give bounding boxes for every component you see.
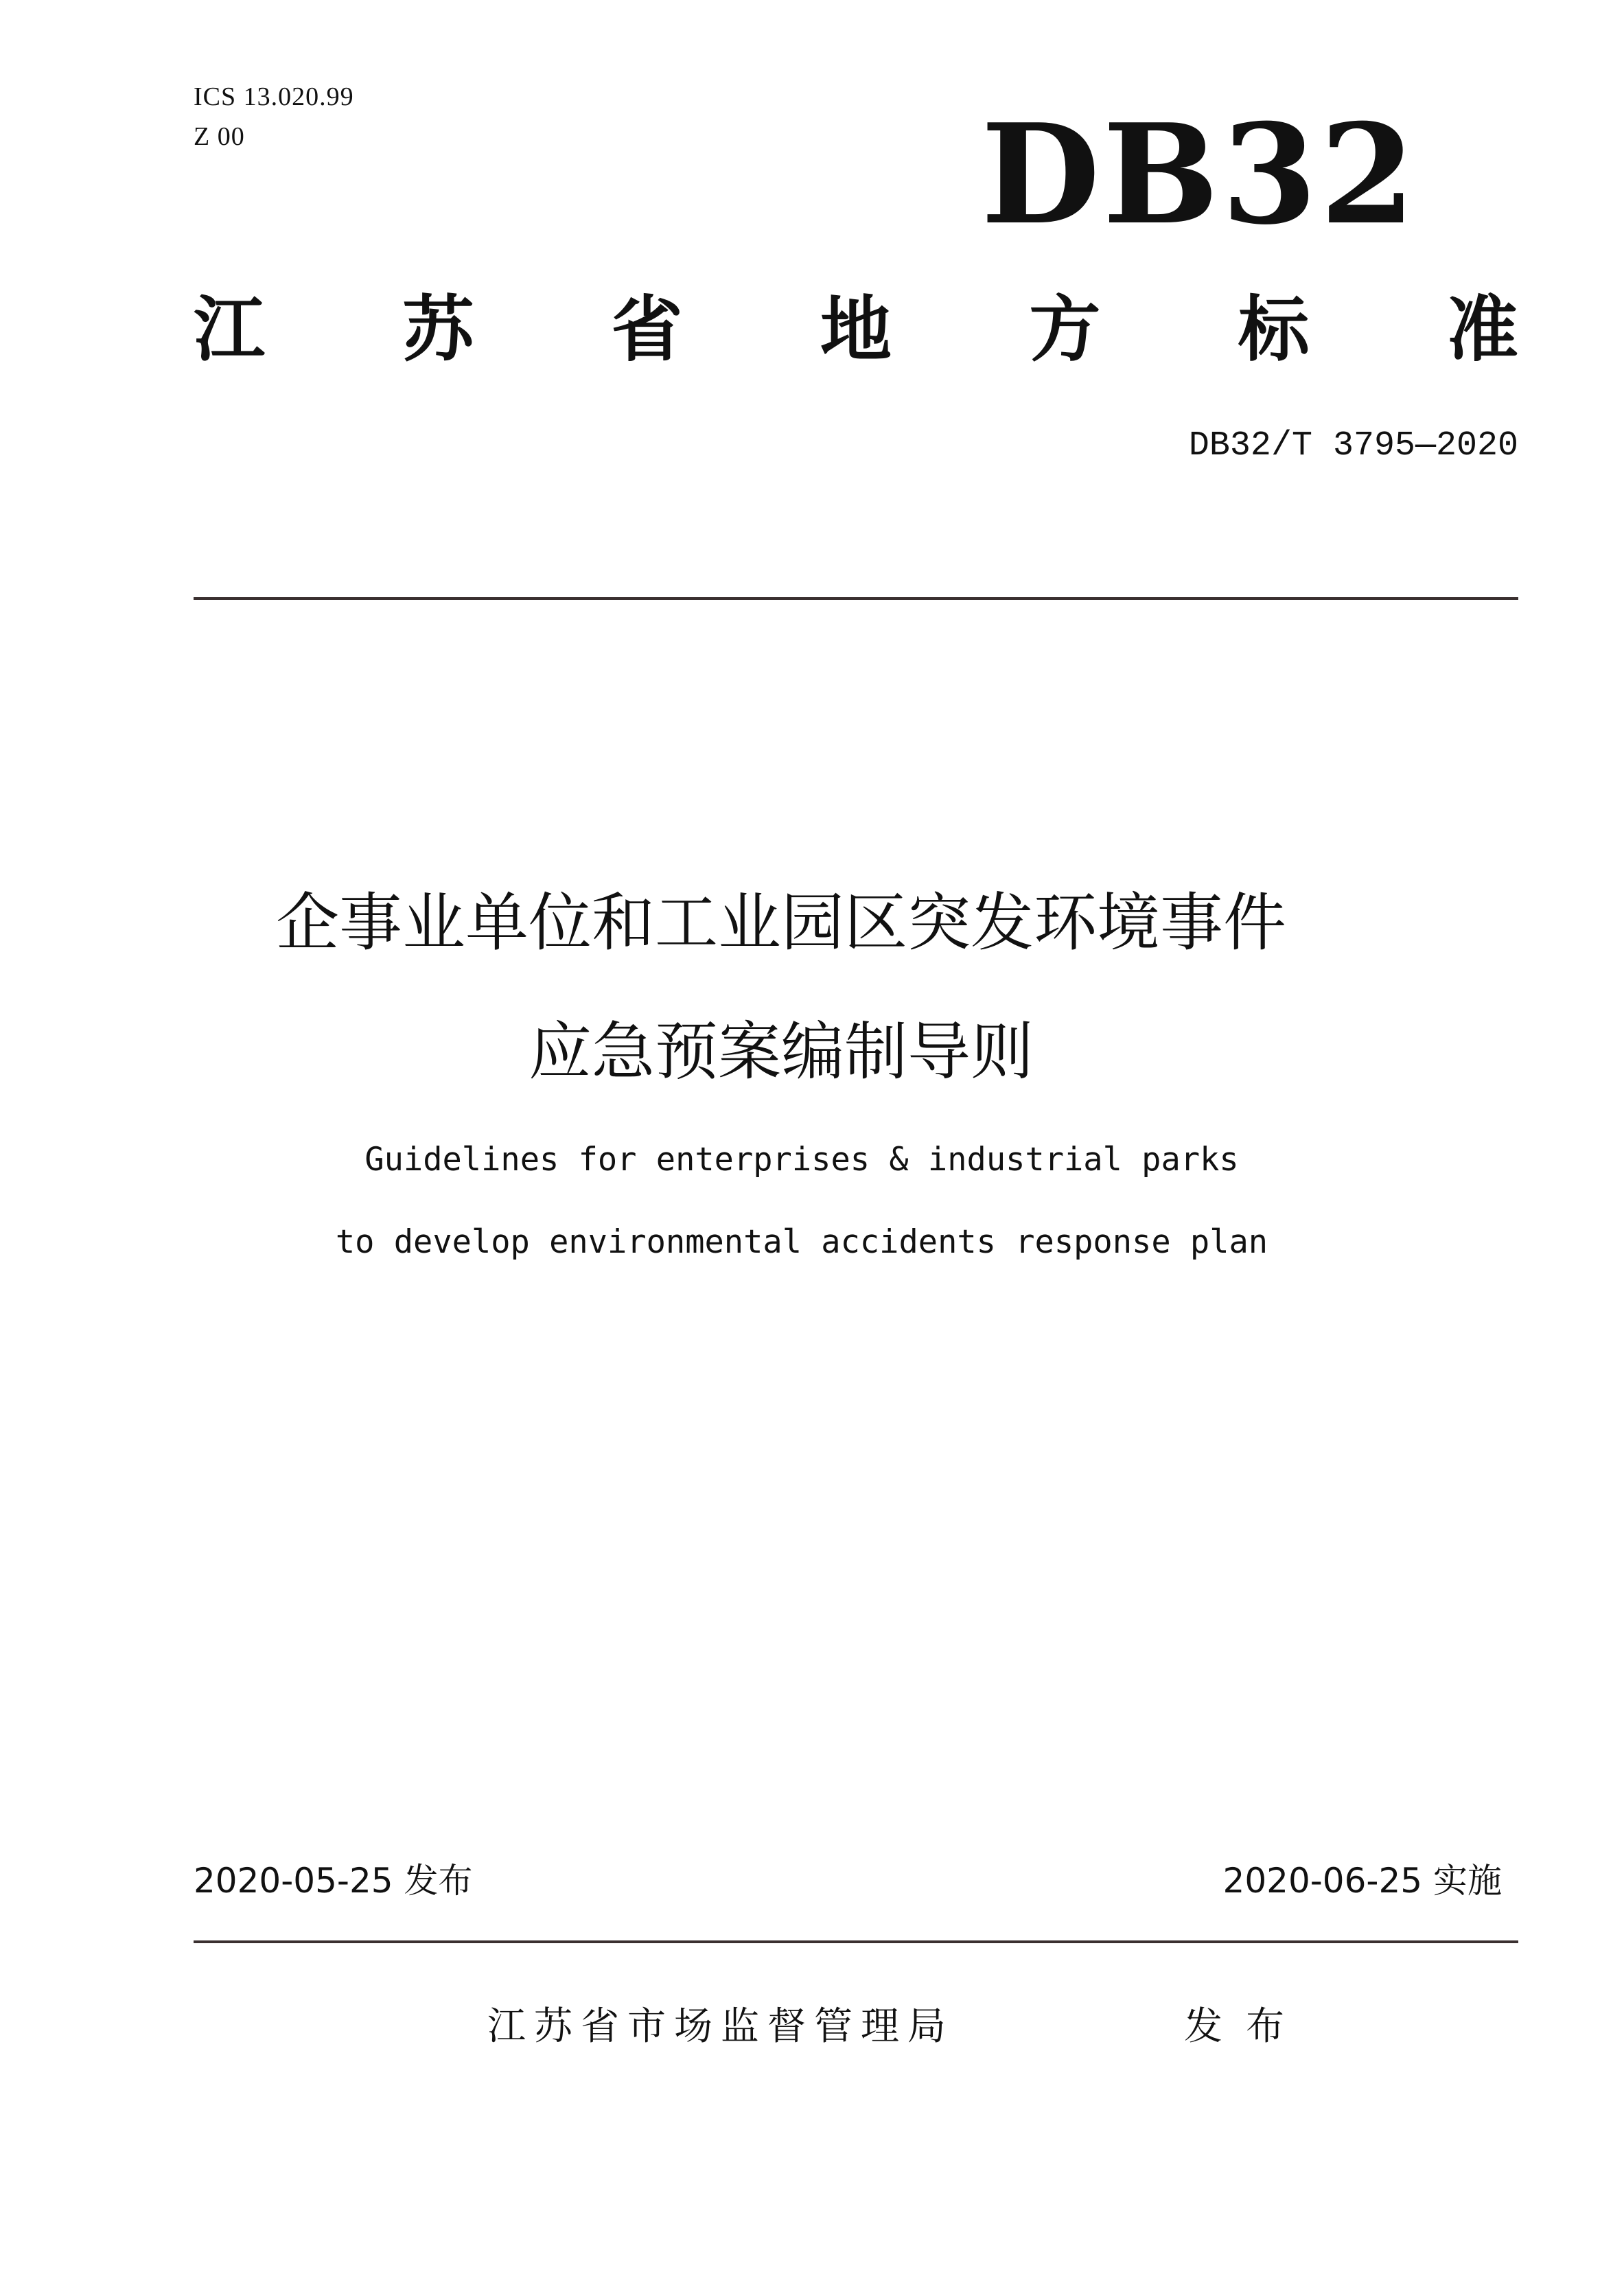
title-en-line-2: to develop environmental accidents response plan: [335, 1223, 1268, 1261]
title-zh-line-1: 企事业单位和工业园区突发环境事件: [275, 886, 1286, 960]
classification-codes: [194, 77, 354, 156]
publisher-name: 江苏省市场监督管理局: [487, 2004, 954, 2049]
title-zh-line-2: 应急预案编制导则: [528, 1015, 1034, 1089]
standard-type-heading: [194, 288, 1518, 371]
standard-type-char: 省: [611, 288, 683, 371]
standard-type-char: 方: [1029, 288, 1101, 371]
standard-type-char: 地: [820, 288, 892, 371]
standard-type-char: 苏: [402, 288, 474, 371]
ics-code: ICS 13.020.99: [194, 82, 354, 111]
standard-type-char: 江: [194, 288, 266, 371]
bottom-divider: [194, 1940, 1518, 1943]
ccs-code: Z 00: [194, 122, 245, 151]
issue-date: 2020-05-25 发布: [194, 1861, 473, 1901]
standard-number: DB32/T 3795—2020: [1188, 426, 1518, 465]
publisher-row: [0, 1996, 1624, 2058]
standard-type-char: 准: [1446, 288, 1518, 371]
implementation-date: 2020-06-25 实施: [1222, 1861, 1502, 1901]
title-en-line-1: Guidelines for enterprises & industrial parks: [364, 1141, 1239, 1179]
db32-logo: DB32: [981, 94, 1418, 255]
standard-type-char: 标: [1238, 288, 1310, 371]
top-divider: [194, 597, 1518, 600]
publish-verb: 发布: [1184, 2004, 1308, 2049]
